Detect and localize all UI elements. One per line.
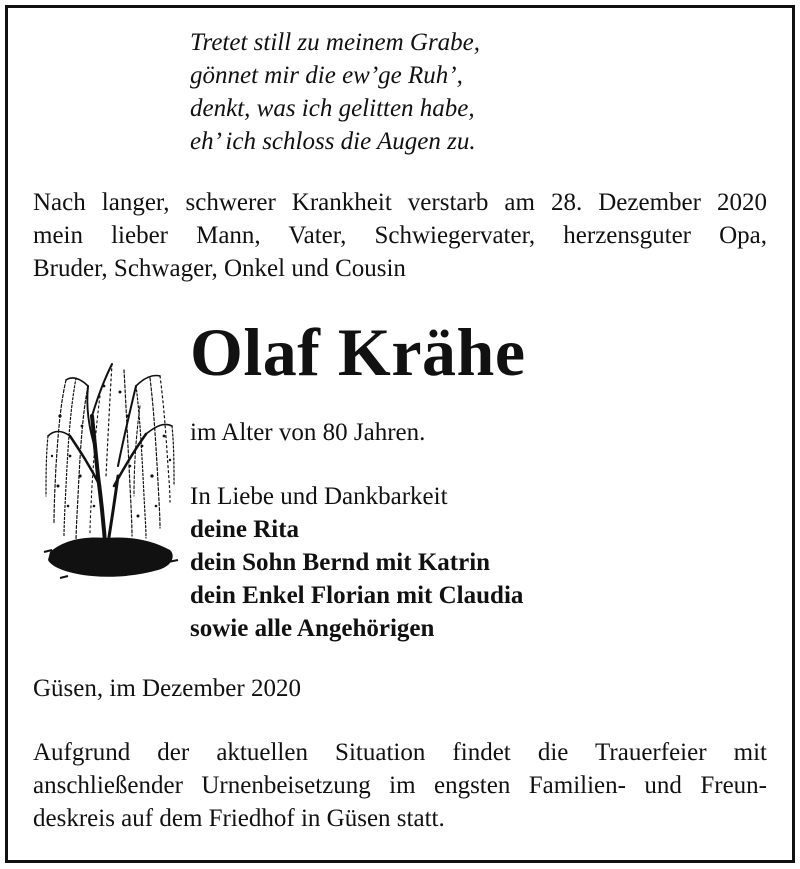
- funeral-notice: [33, 736, 767, 835]
- mourner-name: dein Sohn Bernd mit Katrin: [190, 549, 491, 576]
- weeping-willow-icon: [40, 356, 180, 584]
- mourner-name: dein Enkel Florian mit Claudia: [190, 582, 524, 609]
- announcement-line: Nach langer, schwerer Krankheit verstarb am 28. Dezember 2020: [33, 189, 767, 216]
- age-text: im Alter von 80 Jahren.: [190, 419, 426, 446]
- poem-line: gönnet mir die ew’ge Ruh’,: [190, 62, 463, 89]
- mourner-name: sowie alle Angehörigen: [190, 615, 435, 642]
- announcement-line: Bruder, Schwager, Onkel und Cousin: [33, 255, 406, 282]
- poem: [190, 26, 480, 158]
- deceased-name: Olaf Krähe: [190, 314, 526, 390]
- death-announcement: [33, 186, 767, 285]
- notice-line: anschließender Urnenbeisetzung im engsten Familien- und Freun-: [33, 772, 767, 799]
- mourners-list: [190, 480, 523, 645]
- poem-line: Tretet still zu meinem Grabe,: [190, 29, 481, 56]
- poem-line: denkt, was ich gelitten habe,: [190, 95, 475, 122]
- mourners-intro: In Liebe und Dankbarkeit: [190, 483, 448, 510]
- announcement-line: mein lieber Mann, Vater, Schwiegervater, herzensguter Opa,: [33, 222, 767, 249]
- mourner-name: deine Rita: [190, 516, 300, 543]
- notice-line: deskreis auf dem Friedhof in Güsen statt.: [33, 805, 445, 832]
- poem-line: eh’ ich schloss die Augen zu.: [190, 128, 476, 155]
- notice-line: Aufgrund der aktuellen Situation findet die Trauerfeier mit: [33, 739, 767, 766]
- place-date: Güsen, im Dezember 2020: [33, 675, 301, 702]
